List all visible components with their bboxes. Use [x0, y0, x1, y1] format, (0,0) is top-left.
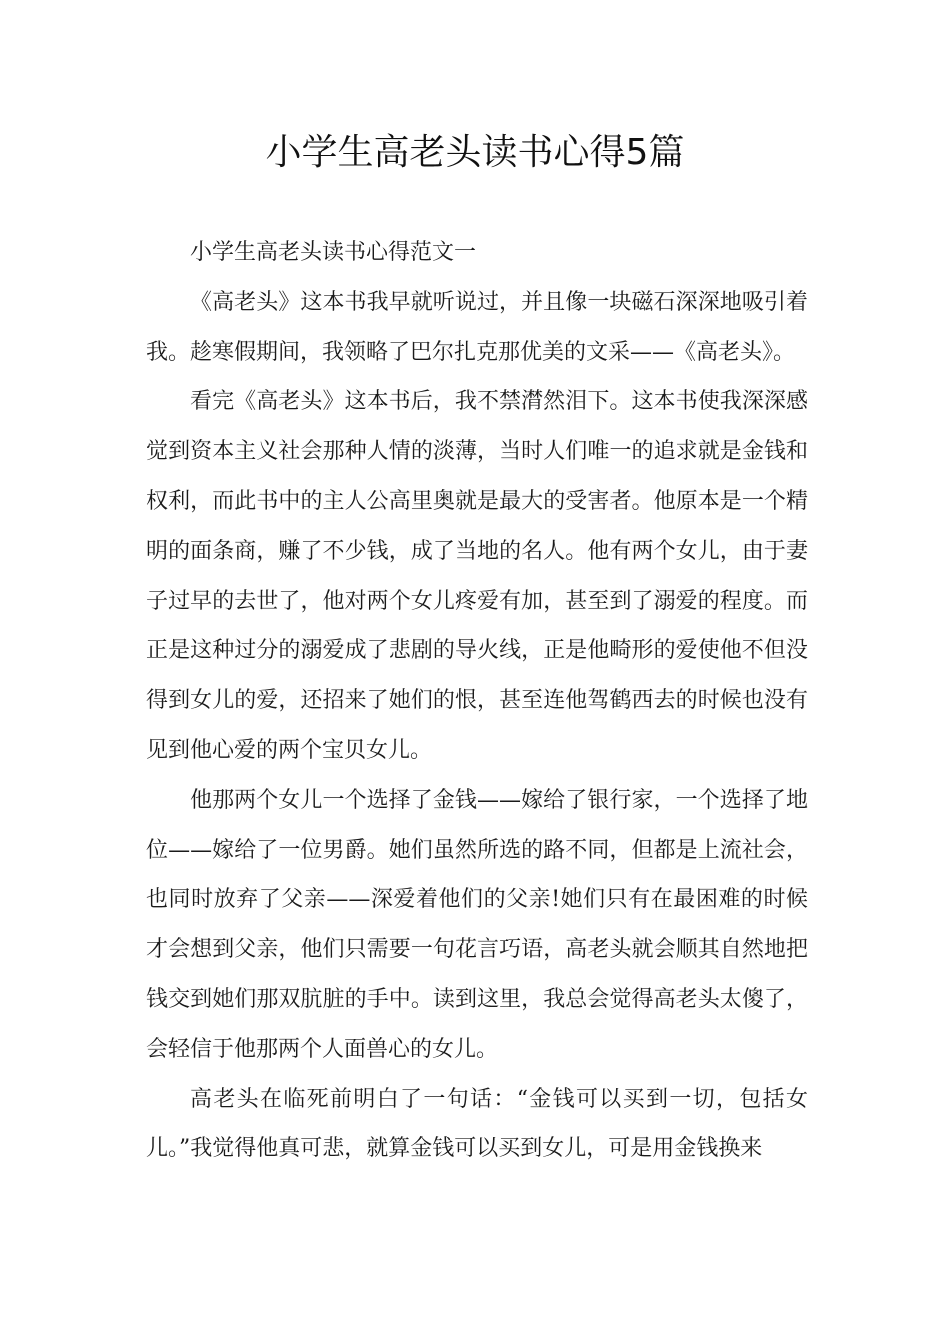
paragraph: 他那两个女儿一个选择了金钱——嫁给了银行家，一个选择了地位——嫁给了一位男爵。她们虽然所选的路不同，但都是上流社会，也同时放弃了父亲——深爱着他们的父亲!她们只有在最困难的时候才会想到父亲，他们只需要一句花言巧语，高老头就会顺其自然地把钱交到她们那双肮脏的手中。读到这里，我总会觉得高老头太傻了，会轻信于他那两个人面兽心的女儿。 [146, 787, 808, 1062]
document-body [146, 228, 808, 1174]
paragraph: 高老头在临死前明白了一句话：“金钱可以买到一切，包括女儿。”我觉得他真可悲，就算金钱可以买到女儿，可是用金钱换来 [146, 1086, 808, 1162]
document-title: 小学生高老头读书心得5篇 [265, 132, 685, 173]
paragraph-section-heading: 小学生高老头读书心得范文一 [190, 240, 477, 265]
paragraph: 《高老头》这本书我早就听说过，并且像一块磁石深深地吸引着我。趁寒假期间，我领略了巴尔扎克那优美的文采——《高老头》。 [146, 289, 808, 365]
paragraph: 看完《高老头》这本书后，我不禁潸然泪下。这本书使我深深感觉到资本主义社会那种人情的淡薄，当时人们唯一的追求就是金钱和权利，而此书中的主人公高里奥就是最大的受害者。他原本是一个精明的面条商，赚了不少钱，成了当地的名人。他有两个女儿，由于妻子过早的去世了，他对两个女儿疼爱有加，甚至到了溺爱的程度。而正是这种过分的溺爱成了悲剧的导火线，正是他畸形的爱使他不但没得到女儿的爱，还招来了她们的恨，甚至连他驾鹤西去的时候也没有见到他心爱的两个宝贝女儿。 [146, 389, 808, 763]
